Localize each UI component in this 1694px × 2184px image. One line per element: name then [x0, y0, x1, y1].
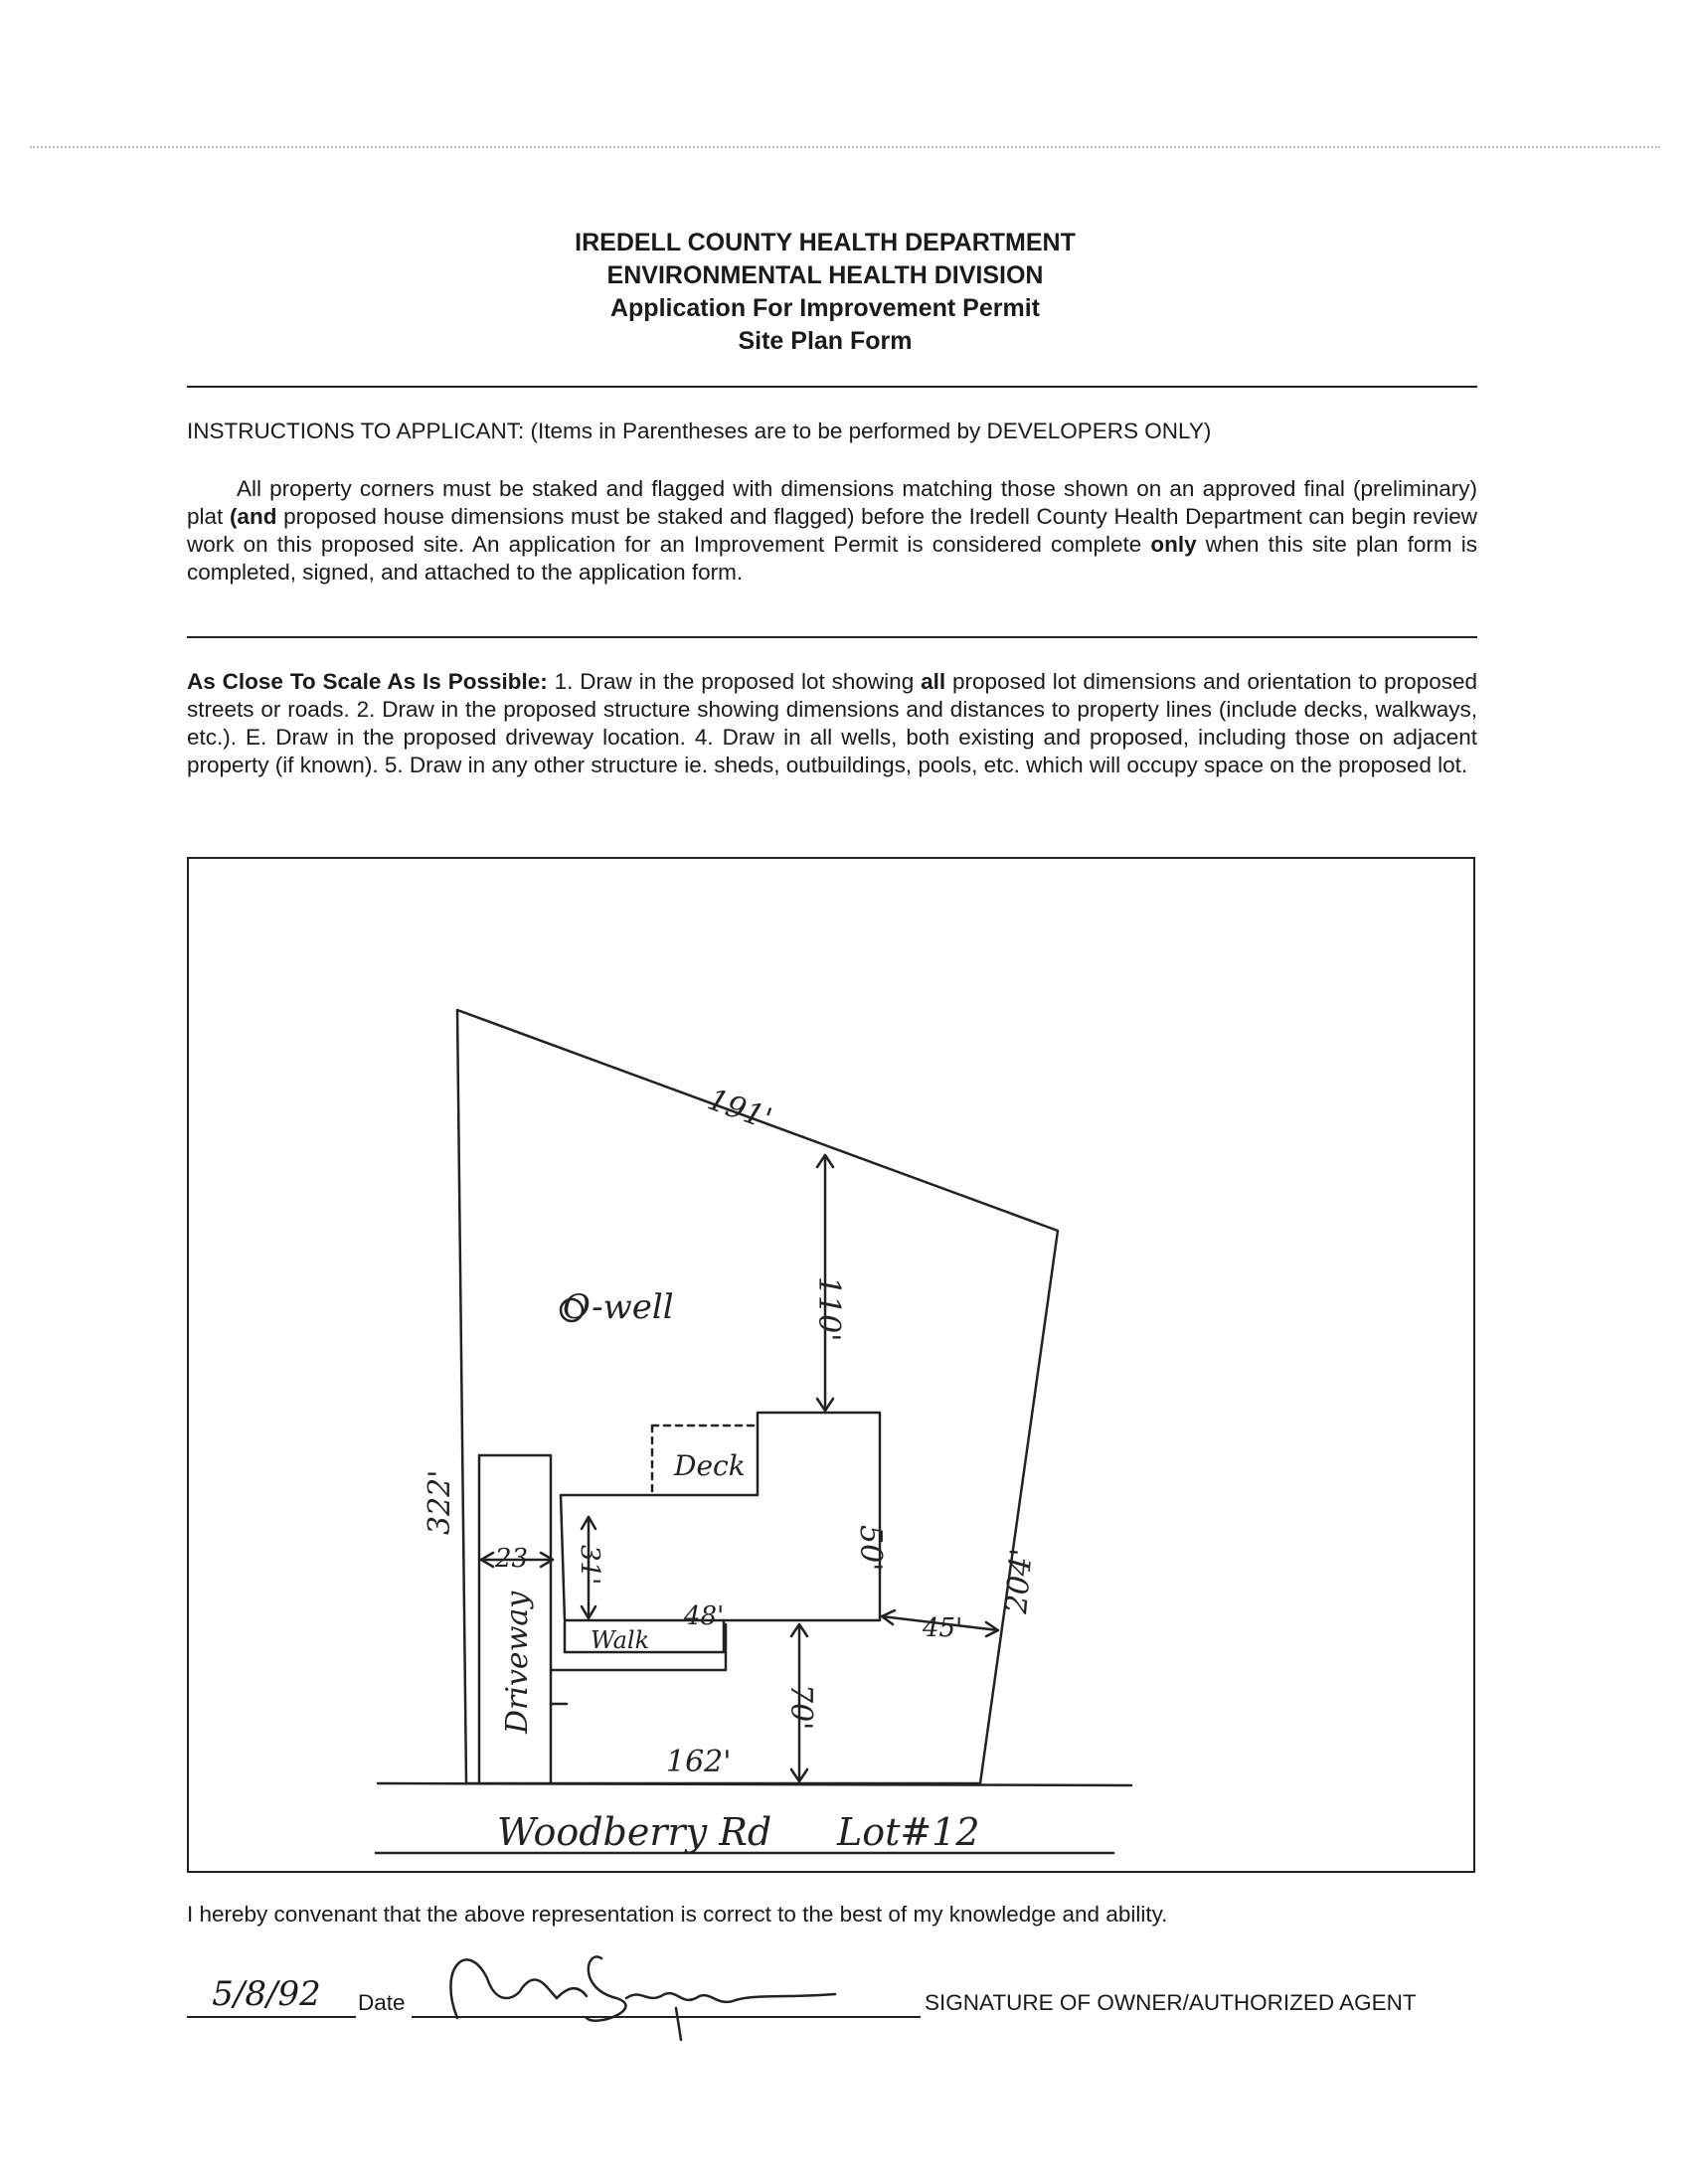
label-house-width: 48'	[684, 1601, 725, 1631]
label-right-line: 204'	[999, 1547, 1040, 1615]
label-house-to-right: 45'	[923, 1613, 963, 1643]
label-lot-number: Lot#12	[837, 1810, 980, 1854]
instructions-paragraph: All property corners must be staked and flagged with dimensions matching those shown on an approved final (preliminary) plat (and proposed house dimensions must be staked and flagged) before the Iredell County Health Department can begin review work on this proposed site. An application for an Improvement Permit is considered complete only when this site plan form is completed, signed, and attached to the application form.	[187, 476, 1478, 585]
header-application: Application For Improvement Permit	[609, 294, 1040, 322]
site-plan-box	[187, 857, 1475, 1873]
header-division: ENVIRONMENTAL HEALTH DIVISION	[606, 261, 1044, 289]
label-house-to-rear: 110'	[811, 1276, 846, 1342]
label-deck: Deck	[674, 1449, 746, 1482]
label-house-to-road: 70'	[783, 1684, 818, 1731]
walk-connector	[551, 1670, 567, 1704]
form-header	[0, 227, 1650, 358]
road-edge	[378, 1783, 1131, 1785]
date-label: Date	[358, 1990, 406, 2015]
label-road-name: Woodberry Rd	[497, 1810, 772, 1854]
label-driveway-width: 23	[495, 1544, 529, 1574]
label-driveway: Driveway	[500, 1591, 535, 1734]
header-department: IREDELL COUNTY HEALTH DEPARTMENT	[575, 229, 1076, 256]
label-house-depth: 50'	[853, 1525, 888, 1572]
certification-statement: I hereby convenant that the above representation is correct to the best of my knowledge and ability.	[187, 1902, 1168, 1927]
label-walk: Walk	[591, 1626, 650, 1654]
instructions-rule	[187, 636, 1477, 638]
header-form-title: Site Plan Form	[738, 327, 913, 355]
instructions-heading: INSTRUCTIONS TO APPLICANT: (Items in Parentheses are to be performed by DEVELOPERS ONLY)	[187, 419, 1212, 443]
label-top-line: 191'	[703, 1082, 776, 1137]
house-outline	[561, 1413, 880, 1620]
label-road-frontage: 162'	[666, 1745, 732, 1779]
label-well: O-well	[563, 1287, 674, 1327]
header-rule	[187, 386, 1477, 388]
label-left-line: 322'	[423, 1469, 457, 1535]
date-underline	[187, 2016, 356, 2018]
scale-instructions: As Close To Scale As Is Possible: 1. Draw in the proposed lot showing all proposed lot dimensions and orientation to proposed streets or roads. 2. Draw in the proposed structure showing dimensions and distances to property lines (include decks, walkways, etc.). E. Draw in the proposed driveway location. 4. Draw in all wells, both existing and proposed, including those on adjacent property (if known). 5. Draw in any other structure ie. sheds, outbuildings, pools, etc. which will occupy space on the proposed lot.	[187, 669, 1477, 777]
signature-date: 5/8/92	[212, 1974, 321, 2014]
label-house-to-left: 31'	[575, 1545, 604, 1586]
scan-dotted-border	[30, 146, 1660, 148]
handwritten-signature	[427, 1929, 855, 2048]
signature-label: SIGNATURE OF OWNER/AUTHORIZED AGENT	[925, 1990, 1417, 2015]
site-plan-drawing	[189, 859, 1473, 1871]
